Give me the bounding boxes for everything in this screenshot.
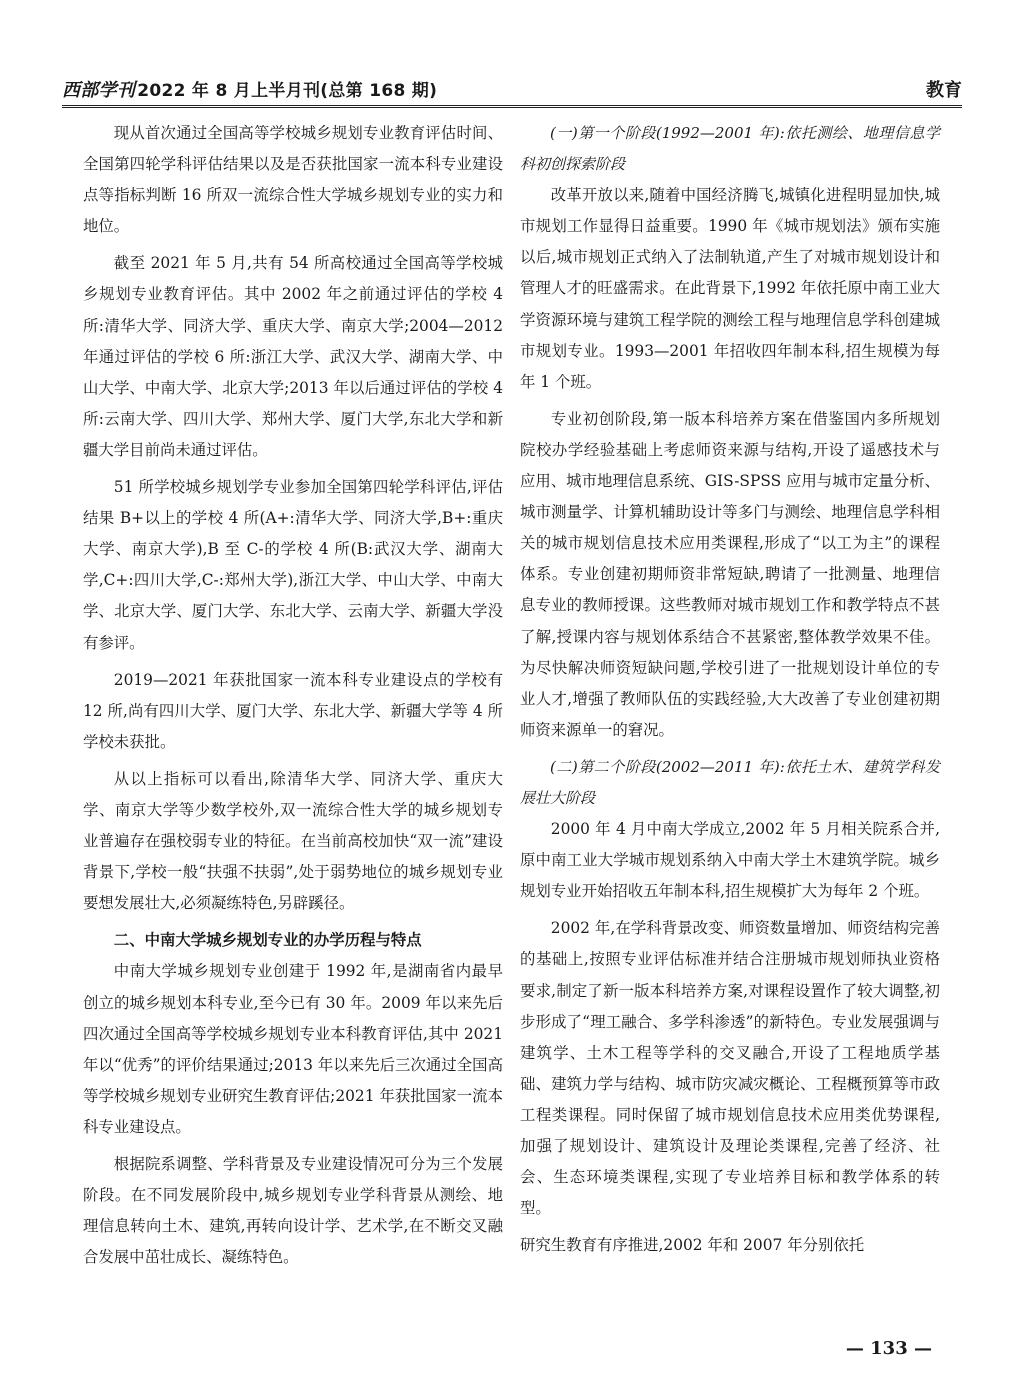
- paragraph: 2019—2021 年获批国家一流本科专业建设点的学校有 12 所,尚有四川大学、厦门大学、东北大学、新疆大学等 4 所学校未获批。: [83, 670, 503, 751]
- subsection-heading: (二)第二个阶段(2002—2011 年):依托土木、建筑学科发展壮大阶段: [520, 757, 940, 807]
- paragraph-continued: 研究生教育有序推进,2002 年和 2007 年分别依托: [520, 1236, 865, 1255]
- journal-logo: 西部学刊: [62, 80, 136, 101]
- paragraph: 2002 年,在学科背景改变、师资数量增加、师资结构完善的基础上,按照专业评估标准并结合注册城市规划师执业资格要求,制定了新一版本科培养方案,对课程设置作了较大调整,初步形成了“理工融合、多学科渗透”的新特色。专业发展强调与建筑学、土木工程等学科的交叉融合,开设了工程地质学基础、建筑力学与结构、城市防灾减灾概论、工程概预算等市政工程类课程。同时保留了城市规划信息技术应用类优势课程,加强了规划设计、建筑设计及理论类课程,完善了经济、社会、生态环境类课程,实现了专业培养目标和教学体系的转型。: [520, 919, 940, 1218]
- paragraph: 中南大学城乡规划专业创建于 1992 年,是湖南省内最早创立的城乡规划本科专业,至今已有 30 年。2009 年以来先后四次通过全国高等学校城乡规划专业本科教育评估,其中 2021 年以“优秀”的评价结果通过;2013 年以来先后三次通过全国高等学校城乡规划专业研究生教育评估;2021 年获批国家一流本科专业建设点。: [83, 962, 503, 1136]
- paragraph: 2000 年 4 月中南大学成立,2002 年 5 月相关院系合并,原中南工业大学城市规划系纳入中南大学土木建筑学院。城乡规划专业开始招收五年制本科,招生规模扩大为每年 2 个班。: [520, 820, 940, 901]
- journal-issue-info: [62, 76, 437, 102]
- paragraph: 51 所学校城乡规划学专业参加全国第四轮学科评估,评估结果 B+以上的学校 4 所(A+:清华大学、同济大学,B+:重庆大学、南京大学),B 至 C-的学校 4 所(B:武汉大学、湖南大学,C+:四川大学,C-:郑州大学),浙江大学、中山大学、中南大学、北京大学、厦门大学、东北大学、云南大学、新疆大学没有参评。: [83, 478, 503, 652]
- running-header: [62, 72, 962, 108]
- paragraph: 根据院系调整、学科背景及专业建设情况可分为三个发展阶段。在不同发展阶段中,城乡规划专业学科背景从测绘、地理信息转向土木、建筑,再转向设计学、艺术学,在不断交叉融合发展中茁壮成长、凝练特色。: [83, 1155, 503, 1267]
- right-column: [520, 118, 940, 1267]
- paragraph: 改革开放以来,随着中国经济腾飞,城镇化进程明显加快,城市规划工作显得日益重要。1990 年《城市规划法》颁布实施以后,城市规划正式纳入了法制轨道,产生了对城市规划设计和管理人才的旺盛需求。在此背景下,1992 年依托原中南工业大学资源环境与建筑工程学院的测绘工程与地理信息学科创建城市规划专业。1993—2001 年招收四年制本科,招生规模为每年 1 个班。: [520, 186, 940, 391]
- paragraph: 现从首次通过全国高等学校城乡规划专业教育评估时间、全国第四轮学科评估结果以及是否获批国家一流本科专业建设点等指标判断 16 所双一流综合性大学城乡规划专业的实力和地位。: [83, 124, 503, 236]
- section-label: 教育: [926, 80, 962, 101]
- section-heading: 二、中南大学城乡规划专业的办学历程与特点: [113, 931, 422, 950]
- paragraph: 截至 2021 年 5 月,共有 54 所高校通过全国高等学校城乡规划专业教育评估。其中 2002 年之前通过评估的学校 4 所:清华大学、同济大学、重庆大学、南京大学;2004—2012 年通过评估的学校 6 所:浙江大学、武汉大学、湖南大学、中山大学、中南大学、北京大学;2013 年以后通过评估的学校 4 所:云南大学、四川大学、郑州大学、厦门大学,东北大学和新疆大学目前尚未通过评估。: [83, 254, 503, 459]
- page-number: — 133 —: [845, 1338, 932, 1359]
- paragraph: 专业初创阶段,第一版本科培养方案在借鉴国内多所规划院校办学经验基础上考虑师资来源与结构,开设了遥感技术与应用、城市地理信息系统、GIS-SPSS 应用与城市定量分析、城市测量学、计算机辅助设计等多门与测绘、地理信息学科相关的城市规划信息技术应用类课程,形成了“以工为主”的课程体系。专业创建初期师资非常短缺,聘请了一批测量、地理信息专业的教师授课。这些教师对城市规划工作和教学特点不甚了解,授课内容与规划体系结合不甚紧密,整体教学效果不佳。为尽快解决师资短缺问题,学校引进了一批规划设计单位的专业人才,增强了教师队伍的实践经验,大大改善了专业创建初期师资来源单一的窘况。: [520, 409, 940, 739]
- subsection-heading: (一)第一个阶段(1992—2001 年):依托测绘、地理信息学科初创探索阶段: [520, 124, 940, 174]
- issue-text: 2022 年 8 月上半月刊(总第 168 期): [137, 81, 438, 101]
- paragraph: 从以上指标可以看出,除清华大学、同济大学、重庆大学、南京大学等少数学校外,双一流综合性大学的城乡规划专业普遍存在强校弱专业的特征。在当前高校加快“双一流”建设背景下,学校一般“扶强不扶弱”,处于弱势地位的城乡规划专业要想发展壮大,必须凝练特色,另辟蹊径。: [83, 769, 503, 913]
- left-column: [83, 118, 503, 1279]
